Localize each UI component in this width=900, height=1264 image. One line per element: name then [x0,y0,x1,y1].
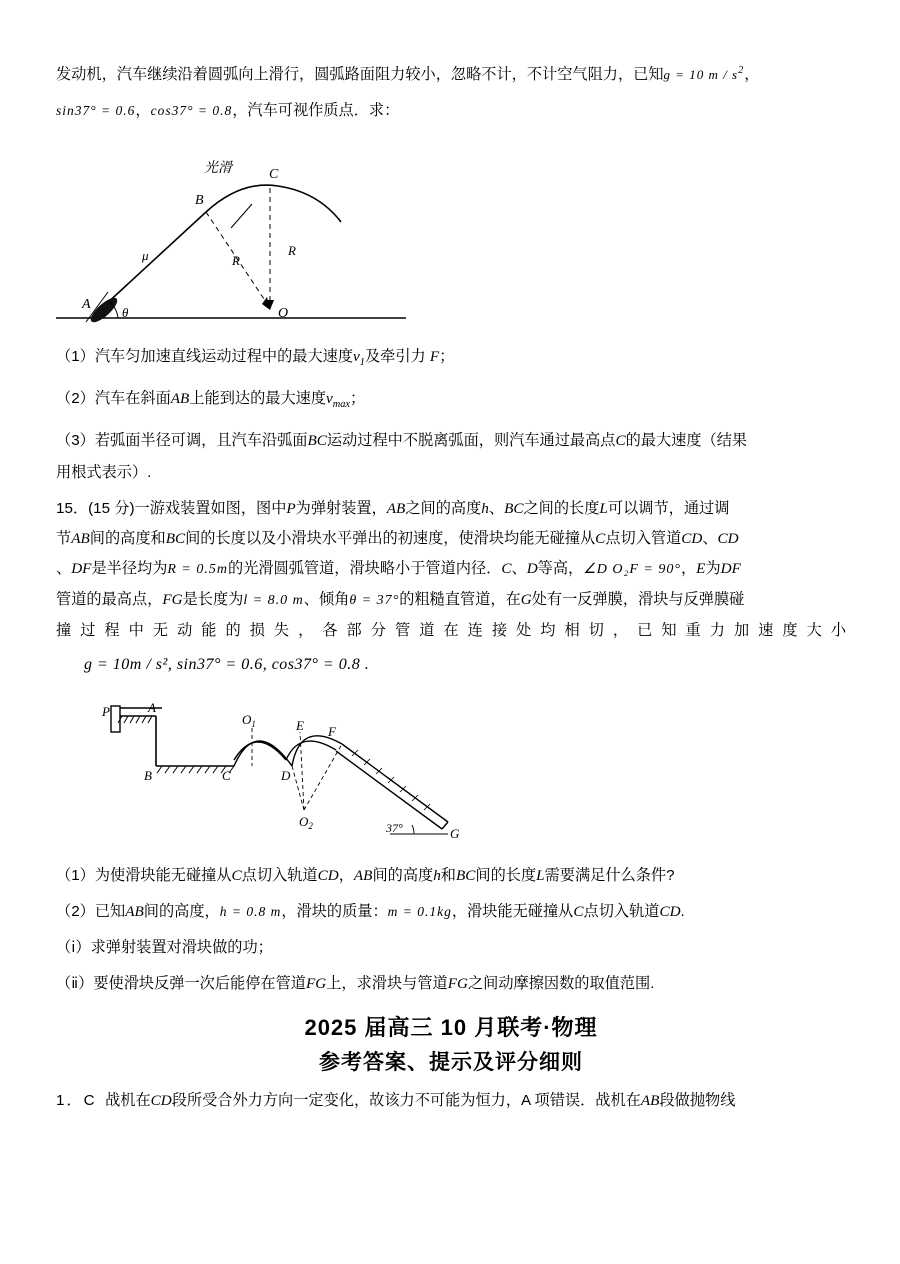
q15-sub-1-label: （1） [56,867,95,885]
label-P: P [102,704,110,720]
q14-item-3-text-a: 若弧面半径可调，且汽车沿弧面 [94,432,308,450]
label-O: O [278,306,289,322]
q15-sub-2-c: ，滑块的质量： [281,903,388,921]
q15-body-5: 之间的长度 [523,500,600,518]
q15-sub-1-CD: CD [317,867,339,885]
q15-l4-c: 、倾角 [303,591,350,609]
q14-sym-AB: AB [170,390,190,408]
q15-sub-item-4 [56,969,846,999]
angle-arc-37 [412,825,414,834]
q14-sym-C: C [615,432,626,450]
q15-l4-d: 的粗糙直管道，在 [399,591,521,609]
q15-sub-2-d: ，滑块能无碰撞从 [451,903,574,921]
q15-sub-1-a: 为使滑块能无碰撞从 [94,867,232,885]
q15-sub-4-b: 上，求滑块与管道 [326,975,448,993]
intro-g-exponent: 2 [738,65,745,76]
label-R-right: R [288,243,296,259]
q14-sym-BC: BC [307,432,327,450]
q15-l3-c: 的光滑圆弧管道，滑块略小于管道内径． [227,560,502,578]
q15-l2-BC: BC [165,530,186,548]
figure-2-container [56,694,846,859]
sin37-value: sin37° = 0.6 [56,103,136,119]
q15-line-3 [56,554,846,585]
arc-BC [206,185,341,222]
q14-item-3-cont [56,458,846,488]
q15-sub-2-m-value: m = 0.1kg [387,904,452,920]
q15-l4-e: 处有一反弹膜，滑块与反弹膜碰 [531,591,745,609]
q14-item-3 [56,426,846,456]
q15-l3-R: R = 0.5m [167,562,228,578]
q15-line-2 [56,524,846,554]
label-mu: μ [142,248,149,264]
document-content [56,56,846,1122]
q15-sym-L: L [599,500,608,518]
q15-line-6 [56,650,846,680]
intro-tail-text: ，汽车可视作质点．求： [232,102,400,120]
q15-l2-CD: CD [681,530,703,548]
figure-1-svg [56,140,846,340]
q15-sub-1-AB: AB [353,867,373,885]
q15-l4-FG: FG [162,591,183,609]
label-A: A [148,700,156,716]
q15-sub-2-C: C [573,903,584,921]
q15-sub-2-a: 已知 [94,903,126,921]
q14-sym-v1-sub: 1 [359,357,365,369]
q15-sub-2-CD: CD [659,903,681,921]
q15-l3-b: 是半径均为 [91,560,168,578]
q15-l3-d: 、 [511,560,527,578]
q15-sub-item-2 [56,897,846,927]
q15-sub-4-FG: FG [305,975,327,993]
q15-number: 15．(15 分) [56,500,135,518]
q14-item-2-text-b: 上能到达的最大速度 [189,390,327,408]
q15-sub-3-a: 求弹射装置对滑块做的功； [90,939,273,957]
q14-sym-vmax-sub: max [332,399,350,411]
q14-item-3-text-d: 用根式表示）. [56,464,152,482]
dash-O2-F [304,744,342,810]
q15-body-2: 为弹射装置， [295,500,387,518]
q14-sym-F: F [429,348,440,366]
q14-item-2 [56,384,846,420]
q15-sub-1-C: C [231,867,242,885]
launcher-block [111,706,120,732]
q15-l4-b: 是长度为 [182,591,244,609]
q15-l2-b: 间的高度和 [89,530,166,548]
answer-line-1 [56,1086,846,1116]
q15-body-4: 、 [488,500,505,518]
label-D: D [281,768,291,784]
figure-2-svg [56,694,846,859]
answer-1-number: 1．C [56,1092,97,1110]
figure-1-container [56,140,846,340]
q15-l5: 撞过程中无动能的损失，各部分管道在连接处均相切，已知重力加速度大小 [56,622,846,640]
intro-text: 发动机，汽车继续沿着圆弧向上滑行，圆弧路面阻力较小，忽略不计，不计空气阻力，已知 [56,66,664,84]
label-R-left: R [232,253,240,269]
q15-l3-E: E [696,560,706,578]
q15-l3-a: 、 [56,560,72,578]
q15-sub-1-g: 需要满足什么条件? [544,867,675,885]
q15-l2-CD2: CD [717,530,739,548]
q15-sub-4-c: 之间动摩擦因数的取值范围. [467,975,655,993]
q15-sub-1-e: 和 [440,867,456,885]
q15-l2-AB: AB [71,530,90,548]
q15-l3-f: ， [680,560,697,578]
q14-item-2-text-c: ； [349,390,366,408]
q14-sym-vmax: v [326,390,333,408]
label-G: G [450,826,460,842]
q15-sub-3-label: （ⅰ） [56,939,91,957]
cos37-value: cos37° = 0.8 [150,103,233,119]
label-E: E [296,718,304,734]
q15-sub-2-e: 点切入轨道 [583,903,660,921]
q15-l4-l: l = 8.0 m [243,593,304,609]
tube-FG-end-cap [442,822,448,829]
q15-l3-angle: ∠D O₂F = 90° [583,562,681,578]
q15-sub-1-c: ， [338,867,354,885]
q15-sub-4-a: 要使滑块反弹一次后能停在管道 [93,975,306,993]
q14-item-3-label: （3） [56,432,95,450]
label-angle-37: 37° [386,821,403,836]
q15-l2-e: 、 [702,530,718,548]
q15-sub-1-f: 间的长度 [475,867,537,885]
q15-sub-1-BC: BC [455,867,476,885]
q15-line-4 [56,585,846,616]
intro-paragraph-line2 [56,96,846,126]
q14-item-3-text-c: 的最大速度（结果 [625,432,748,450]
q15-l6-constants: g = 10m / s², sin37° = 0.6, cos37° = 0.8 . [84,656,370,674]
q15-sym-P: P [286,500,296,518]
q15-line-1 [56,494,846,524]
q15-sub-2-h-value: h = 0.8 m [219,904,282,920]
q14-item-3-text-b: 运动过程中不脱离弧面，则汽车通过最高点 [326,432,616,450]
q15-l4-theta: θ = 37° [349,593,400,609]
label-B: B [144,768,152,784]
q15-line-5 [56,616,846,646]
q15-sym-AB: AB [386,500,406,518]
answer-1-b: 战机在 [105,1092,151,1110]
q15-sub-4-FG2: FG [447,975,468,993]
q14-item-1-text-a: 汽车匀加速直线运动过程中的最大速度 [94,348,354,366]
platform-hatching [118,716,152,723]
q15-sub-1-L: L [536,867,545,885]
q15-sub-item-3 [56,933,846,963]
q15-sym-h: h [481,500,489,518]
label-C: C [222,768,231,784]
q15-l4-a: 管道的最高点， [56,591,163,609]
q14-item-1-label: （1） [56,348,95,366]
q14-item-2-label: （2） [56,390,95,408]
label-B: B [195,193,204,209]
dash-O2-E [300,732,304,810]
tube-FG-upper [342,744,448,822]
q14-item-1-text-c: ； [439,348,455,366]
answer-1-d: 段做抛物线 [659,1092,736,1110]
q15-l3-DF: DF [71,560,92,578]
label-O2: $O_2$ [299,814,313,832]
answer-1-c: 段所受合外力方向一定变化，故该力不可能为恒力，A 项错误．战机在 [171,1092,641,1110]
label-F: F [328,724,336,740]
label-O1: $O_1$ [242,712,256,730]
q15-sub-1-b: 点切入轨道 [241,867,318,885]
q15-sub-1-d: 间的高度 [372,867,434,885]
q15-body-6: 可以调节，通过调 [607,500,730,518]
answer-1-CD: CD [150,1092,172,1110]
q14-item-1 [56,342,846,378]
q15-sub-item-1 [56,861,846,891]
q15-l3-D: D [526,560,538,578]
label-theta: θ [122,305,129,321]
q15-sub-2-b: 间的高度， [143,903,220,921]
q15-l2-d: 点切入管道 [605,530,682,548]
q15-l4-G: G [520,591,532,609]
q14-item-1-text-b: 及牵引力 [364,348,426,366]
q15-l2-C: C [595,530,606,548]
q15-sub-1-h: h [433,867,441,885]
q14-sym-v1: v [353,348,360,366]
answer-title-main: 2025 届高三 10 月联考·物理 [304,1015,598,1041]
q15-sub-2-label: （2） [56,903,95,921]
q15-l3-DF2: DF [720,560,741,578]
q15-l2-c: 间的长度以及小滑块水平弹出的初速度，使滑块均能无碰撞从 [185,530,596,548]
q15-sub-4-label: （ⅱ） [56,975,94,993]
q15-l3-C: C [501,560,512,578]
tube-DF-outer [292,736,342,766]
sep-comma-1: ， [135,102,151,120]
tube-CD-outer [234,741,292,766]
q15-sub-2-f: . [680,903,685,921]
answer-title-sub: 参考答案、提示及评分细则 [319,1051,583,1075]
tube-FG-lower [336,751,442,829]
q15-l3-g: 为 [705,560,721,578]
q15-body-3: 之间的高度 [405,500,482,518]
label-smooth: 光滑 [204,161,232,177]
q15-sym-BC: BC [504,500,524,518]
q15-sub-2-AB: AB [125,903,144,921]
answer-1-AB: AB [640,1092,660,1110]
q14-item-2-text-a: 汽车在斜面 [94,390,171,408]
q15-l2-a: 节 [56,530,72,548]
q15-body-1: 一游戏装置如图，图中 [134,500,287,518]
label-A: A [82,297,91,313]
intro-comma: ， [744,66,760,84]
leader-line-smooth [231,204,252,228]
label-C: C [269,167,279,183]
intro-g-value: g = 10 m / s [663,67,739,83]
intro-paragraph-line1 [56,56,846,90]
q15-l3-e: 等高， [537,560,584,578]
